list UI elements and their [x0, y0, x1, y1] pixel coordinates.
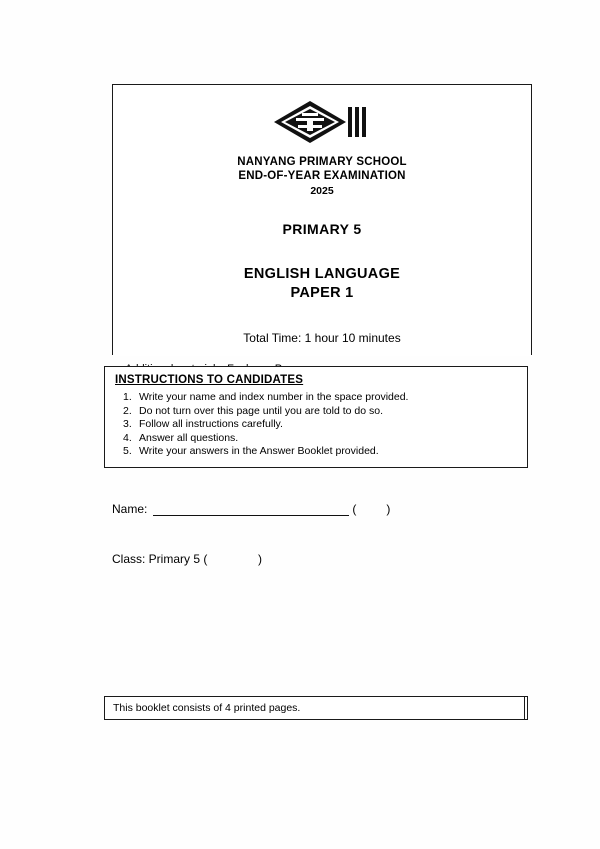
booklet-note: This booklet consists of 4 printed pages.: [113, 702, 301, 714]
exam-name: END-OF-YEAR EXAMINATION: [238, 170, 406, 182]
list-item-number: 2.: [123, 404, 132, 417]
exam-header-box: [112, 84, 532, 356]
index-number-open-paren: (: [352, 502, 357, 516]
school-name: NANYANG PRIMARY SCHOOL: [237, 156, 407, 168]
name-field-row: [112, 502, 390, 516]
list-item-text: Answer all questions.: [139, 431, 239, 444]
footer-box: [104, 696, 528, 720]
list-item: [115, 432, 517, 446]
list-item: [115, 418, 517, 432]
list-item: [115, 405, 517, 419]
list-item-number: 5.: [123, 445, 132, 458]
list-item-text: Do not turn over this page until you are told to do so.: [139, 404, 383, 417]
school-crest-icon: [272, 99, 372, 145]
name-input[interactable]: [153, 503, 349, 516]
list-item-number: 3.: [123, 418, 132, 431]
instructions-list: [115, 391, 517, 459]
list-item-text: Write your name and index number in the space provided.: [139, 391, 409, 403]
exam-total-time: Total Time: 1 hour 10 minutes: [243, 331, 401, 345]
list-item-text: Follow all instructions carefully.: [139, 418, 283, 431]
class-close-paren: ): [258, 552, 263, 566]
instructions-title: INSTRUCTIONS TO CANDIDATES: [115, 374, 304, 386]
list-item-text: Write your answers in the Answer Booklet provided.: [139, 445, 379, 458]
class-label: Class: Primary 5 (: [112, 552, 208, 566]
list-item: [115, 445, 517, 459]
list-item-number: 1.: [123, 391, 132, 403]
class-field-row: [112, 552, 262, 566]
exam-paper: PAPER 1: [290, 285, 354, 301]
list-item-number: 4.: [123, 431, 132, 444]
exam-level: PRIMARY 5: [282, 221, 362, 237]
instructions-box: [104, 366, 528, 468]
exam-subject: ENGLISH LANGUAGE: [243, 266, 401, 282]
name-label: Name:: [112, 502, 148, 516]
exam-year: 2025: [310, 185, 334, 197]
list-item: [115, 391, 517, 405]
index-number-close-paren: ): [386, 502, 391, 516]
